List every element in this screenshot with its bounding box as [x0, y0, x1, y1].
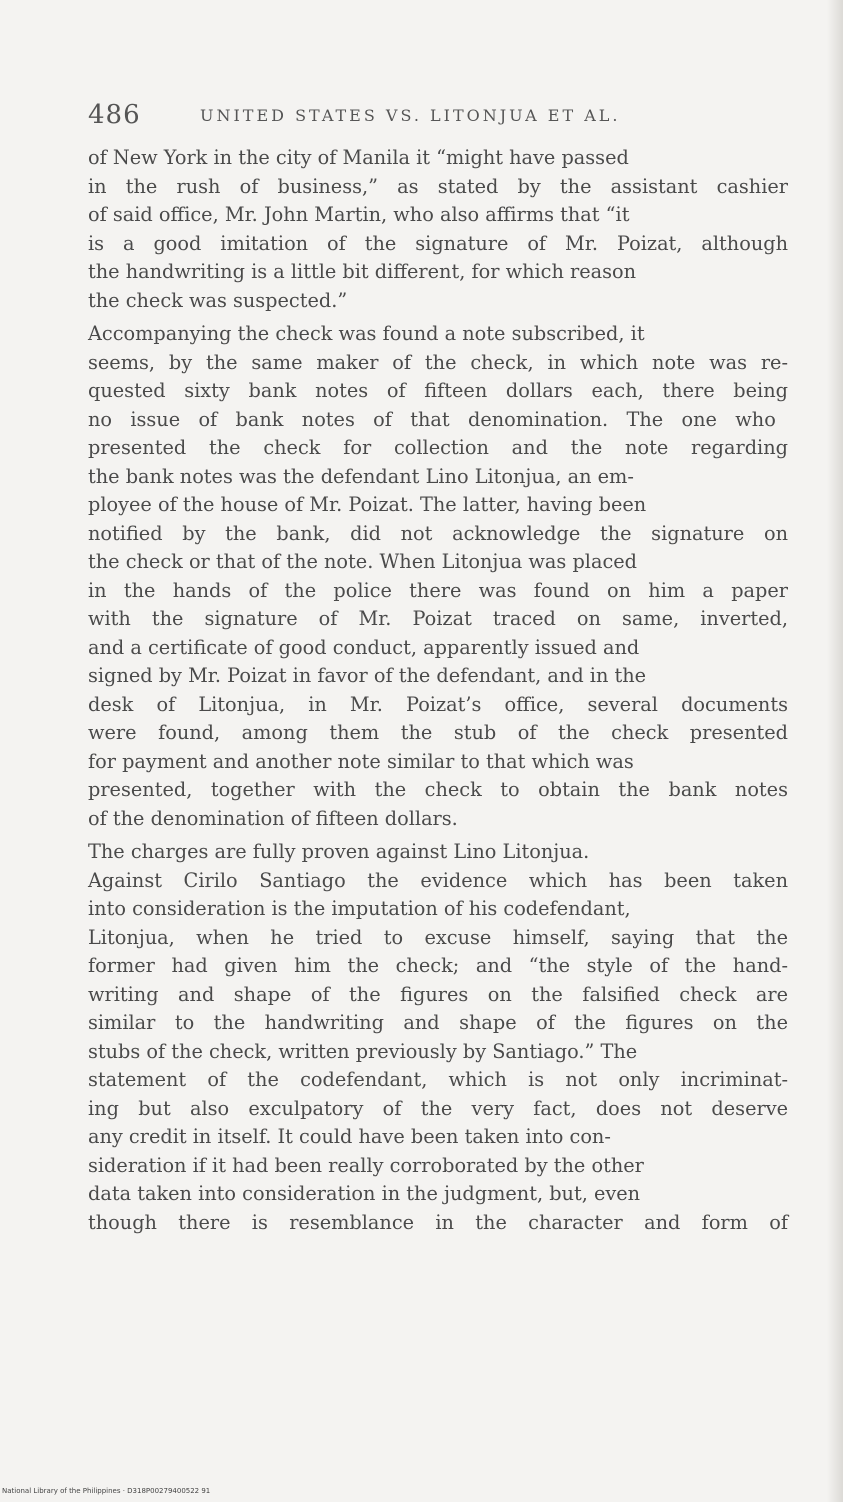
text-line: is a good imitation of the signature of Mr. Poizat, although — [88, 231, 788, 255]
text-line: stubs of the check, written previously by Santiago.” The — [88, 1039, 638, 1063]
text-line: The charges are fully proven against Lino Litonjua. — [88, 840, 590, 863]
text-line: and a certificate of good conduct, apparently issued and — [88, 635, 640, 659]
body-text — [88, 144, 788, 1237]
text-line: the handwriting is a little bit different, for which reason — [88, 260, 637, 283]
library-stamp: National Library of the Philippines · D318P00279400522 91 — [2, 1487, 211, 1495]
text-line: sideration if it had been really corroborated by the other — [88, 1153, 644, 1177]
text-line: of New York in the city of Manila it “might have passed — [88, 146, 629, 169]
paragraph-3 — [88, 838, 788, 1237]
text-line: of said office, Mr. John Martin, who also affirms that “it — [88, 203, 630, 226]
text-line: notified by the bank, did not acknowledge the signature on — [88, 521, 788, 545]
text-line: of the denomination of fifteen dollars. — [88, 806, 458, 830]
text-line: presented the check for collection and the note regarding — [88, 436, 788, 459]
paragraph-2 — [88, 320, 788, 833]
text-line: though there is resemblance in the character and form of — [88, 1210, 788, 1234]
text-line: presented, together with the check to obtain the bank notes — [88, 778, 788, 801]
text-line: Accompanying the check was found a note subscribed, it — [88, 322, 645, 345]
text-line: signed by Mr. Poizat in favor of the defendant, and in the — [88, 664, 647, 687]
text-line: with the signature of Mr. Poizat traced on same, inverted, — [88, 607, 788, 630]
page-edge — [827, 0, 843, 1502]
text-line: former had given him the check; and “the style of the hand- — [88, 954, 788, 977]
text-line: in the rush of business,” as stated by the assistant cashier — [88, 174, 788, 198]
text-line: seems, by the same maker of the check, in which note was re- — [88, 350, 788, 374]
page-number: 486 — [88, 100, 141, 130]
text-line: the bank notes was the defendant Lino Litonjua, an em- — [88, 464, 634, 488]
text-line: data taken into consideration in the judgment, but, even — [88, 1182, 641, 1205]
text-line: Litonjua, when he tried to excuse himself, saying that the — [88, 925, 788, 949]
paragraph-1 — [88, 144, 788, 315]
text-line: the check was suspected.” — [88, 288, 348, 312]
text-line: ing but also exculpatory of the very fact, does not deserve — [88, 1096, 788, 1120]
text-line: for payment and another note similar to that which was — [88, 749, 634, 773]
text-line: ployee of the house of Mr. Poizat. The latter, having been — [88, 493, 647, 516]
text-line: in the hands of the police there was found on him a paper — [88, 578, 789, 602]
text-line: the check or that of the note. When Litonjua was placed — [88, 550, 637, 573]
text-line: were found, among them the stub of the check presented — [88, 721, 788, 744]
running-head: UNITED STATES VS. LITONJUA ET AL. — [200, 106, 621, 125]
text-line: any credit in itself. It could have been taken into con- — [88, 1125, 611, 1148]
text-line: similar to the handwriting and shape of the figures on the — [88, 1011, 788, 1034]
text-line: statement of the codefendant, which is not only incriminat- — [88, 1068, 788, 1091]
text-line: desk of Litonjua, in Mr. Poizat’s office, several documents — [88, 692, 788, 716]
text-line: writing and shape of the figures on the falsified check are — [88, 982, 788, 1006]
page-header — [88, 100, 788, 136]
text-line: no issue of bank notes of that denomination. The one who — [88, 407, 776, 431]
text-line: Against Cirilo Santiago the evidence which has been taken — [88, 868, 788, 892]
text-line: into consideration is the imputation of his codefendant, — [88, 897, 631, 920]
text-line: quested sixty bank notes of fifteen dollars each, there being — [88, 379, 788, 402]
